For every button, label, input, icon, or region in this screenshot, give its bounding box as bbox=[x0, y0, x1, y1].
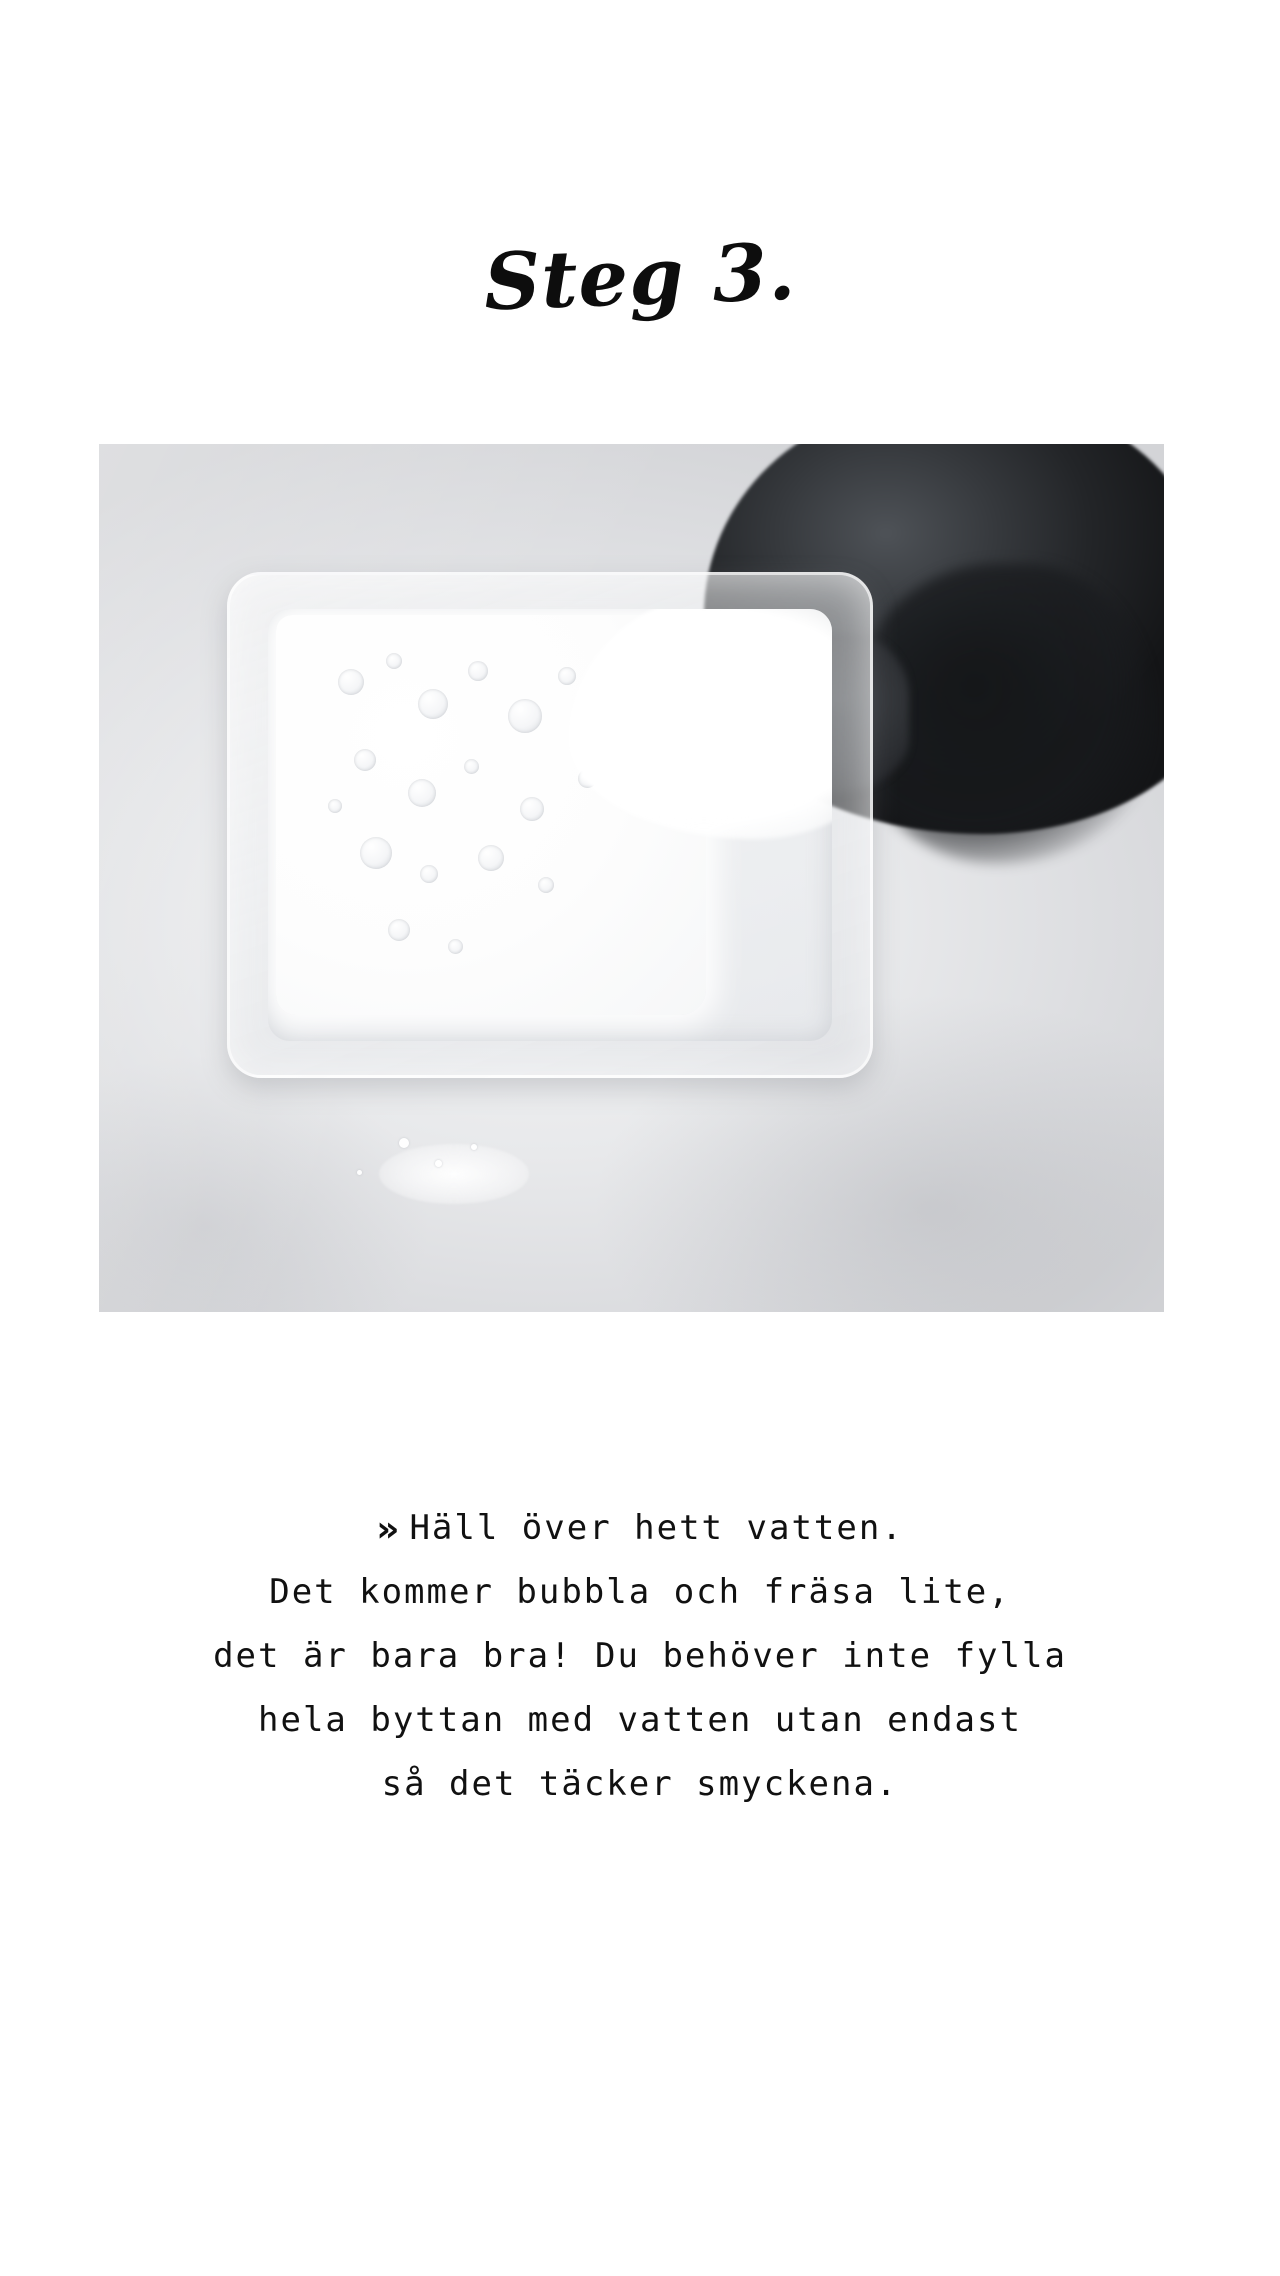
bubble bbox=[360, 837, 392, 869]
container-interior bbox=[268, 609, 832, 1041]
spilled-powder bbox=[379, 1144, 529, 1204]
bubble bbox=[420, 865, 438, 883]
instruction-caption bbox=[0, 1496, 1280, 1816]
powder-speck bbox=[399, 1138, 409, 1148]
caption-line-1 bbox=[0, 1496, 1280, 1560]
bubble bbox=[408, 779, 436, 807]
caption-line-3: det är bara bra! Du behöver inte fylla bbox=[213, 1636, 1067, 1676]
powder-speck bbox=[471, 1144, 477, 1150]
bubble bbox=[418, 689, 448, 719]
bubble bbox=[354, 749, 376, 771]
caption-line-2: Det kommer bubbla och fräsa lite, bbox=[269, 1572, 1011, 1612]
bubble bbox=[468, 661, 488, 681]
powder-speck bbox=[435, 1160, 442, 1167]
bubble bbox=[508, 699, 542, 733]
plastic-container bbox=[227, 572, 873, 1078]
bubble bbox=[328, 799, 342, 813]
bubble bbox=[388, 919, 410, 941]
caption-line-4: hela byttan med vatten utan endast bbox=[258, 1700, 1022, 1740]
bubble bbox=[558, 667, 576, 685]
bubble bbox=[448, 939, 463, 954]
bubble bbox=[464, 759, 479, 774]
powder-speck bbox=[357, 1170, 362, 1175]
bubble bbox=[478, 845, 504, 871]
bubble bbox=[520, 797, 544, 821]
caption-line-1-text: Häll över hett vatten. bbox=[409, 1508, 904, 1548]
bubble bbox=[338, 669, 364, 695]
bubble bbox=[538, 877, 554, 893]
double-chevron-icon: » bbox=[376, 1509, 394, 1550]
foam-in-container-photo bbox=[99, 444, 1164, 1312]
bubble bbox=[386, 653, 402, 669]
caption-line-5: så det täcker smyckena. bbox=[381, 1764, 899, 1804]
page-title: Steg 3. bbox=[482, 226, 798, 329]
